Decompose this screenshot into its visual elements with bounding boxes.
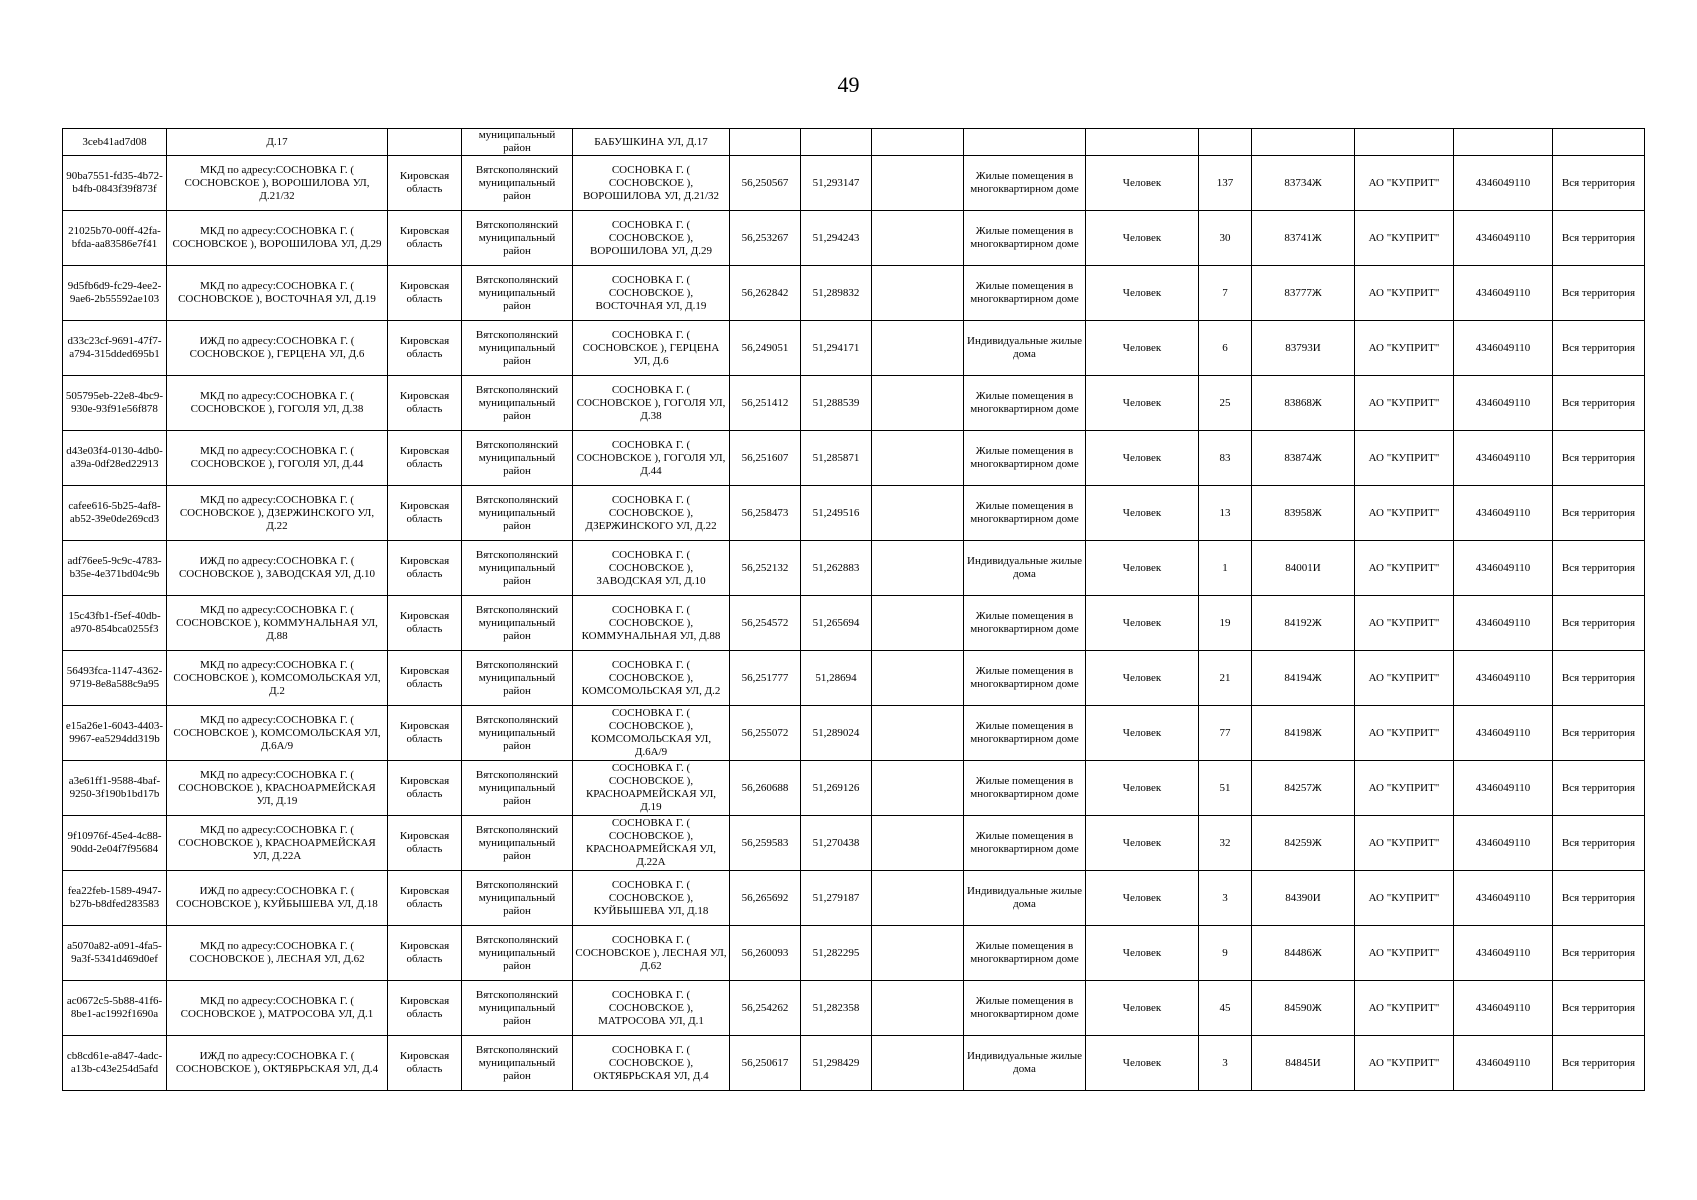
cell-region: Кировская область: [388, 156, 462, 211]
cell-name: МКД по адресу:СОСНОВКА Г. ( СОСНОВСКОЕ ), ДЗЕРЖИНСКОГО УЛ, Д.22: [167, 486, 388, 541]
cell-type: Жилые помещения в многоквартирном доме: [964, 981, 1086, 1036]
cell-territory: Вся территория: [1553, 651, 1645, 706]
cell-address: СОСНОВКА Г. ( СОСНОВСКОЕ ), МАТРОСОВА УЛ, Д.1: [573, 981, 730, 1036]
cell-id: ac0672c5-5b88-41f6-8be1-ac1992f1690a: [63, 981, 167, 1036]
cell-region: Кировская область: [388, 266, 462, 321]
cell-empty: [872, 321, 964, 376]
cell-district: Вятскополянский муниципальный район: [462, 321, 573, 376]
cell-unit: Человек: [1086, 431, 1199, 486]
cell-org: АО "КУПРИТ": [1355, 1036, 1454, 1091]
cell-org: АО "КУПРИТ": [1355, 706, 1454, 761]
cell-district: Вятскополянский муниципальный район: [462, 541, 573, 596]
cell-code: 83793И: [1252, 321, 1355, 376]
cell-empty: [872, 761, 964, 816]
cell-id: e15a26e1-6043-4403-9967-ea5294dd319b: [63, 706, 167, 761]
cell-territory: Вся территория: [1553, 376, 1645, 431]
cell-lat: 56,260093: [730, 926, 801, 981]
cell-region: Кировская область: [388, 926, 462, 981]
cell-lon: 51,262883: [801, 541, 872, 596]
cell-lon: 51,293147: [801, 156, 872, 211]
cell-org: АО "КУПРИТ": [1355, 156, 1454, 211]
cell-code: 83874Ж: [1252, 431, 1355, 486]
cell-org: АО "КУПРИТ": [1355, 376, 1454, 431]
cell-inn: 4346049110: [1454, 596, 1553, 651]
cell-region: Кировская область: [388, 651, 462, 706]
table-row: [63, 926, 1645, 981]
cell-lon: 51,269126: [801, 761, 872, 816]
table-row: [63, 211, 1645, 266]
cell-code: 83734Ж: [1252, 156, 1355, 211]
cell-count: 77: [1199, 706, 1252, 761]
cell-district: Вятскополянский муниципальный район: [462, 211, 573, 266]
table-row: [63, 321, 1645, 376]
cell-region: Кировская область: [388, 761, 462, 816]
cell-district: Вятскополянский муниципальный район: [462, 926, 573, 981]
cell-inn: 4346049110: [1454, 816, 1553, 871]
cell-territory: Вся территория: [1553, 761, 1645, 816]
cell-address: СОСНОВКА Г. ( СОСНОВСКОЕ ), КУЙБЫШЕВА УЛ, Д.18: [573, 871, 730, 926]
cell-region: Кировская область: [388, 541, 462, 596]
cell-region: [388, 129, 462, 156]
cell-inn: 4346049110: [1454, 321, 1553, 376]
cell-region: Кировская область: [388, 486, 462, 541]
cell-lat: 56,262842: [730, 266, 801, 321]
cell-inn: 4346049110: [1454, 486, 1553, 541]
cell-lat: 56,250617: [730, 1036, 801, 1091]
cell-name: МКД по адресу:СОСНОВКА Г. ( СОСНОВСКОЕ ), КОММУНАЛЬНАЯ УЛ, Д.88: [167, 596, 388, 651]
cell-type: Жилые помещения в многоквартирном доме: [964, 486, 1086, 541]
cell-type: Жилые помещения в многоквартирном доме: [964, 816, 1086, 871]
cell-territory: Вся территория: [1553, 321, 1645, 376]
cell-id: 9f10976f-45e4-4c88-90dd-2e04f7f95684: [63, 816, 167, 871]
cell-unit: Человек: [1086, 981, 1199, 1036]
cell-count: 30: [1199, 211, 1252, 266]
cell-lat: 56,250567: [730, 156, 801, 211]
table-row: [63, 376, 1645, 431]
cell-name: МКД по адресу:СОСНОВКА Г. ( СОСНОВСКОЕ ), КРАСНОАРМЕЙСКАЯ УЛ, Д.22А: [167, 816, 388, 871]
cell-id: d43e03f4-0130-4db0-a39a-0df28ed22913: [63, 431, 167, 486]
cell-inn: 4346049110: [1454, 761, 1553, 816]
cell-lat: 56,253267: [730, 211, 801, 266]
cell-lon: 51,270438: [801, 816, 872, 871]
cell-count: 9: [1199, 926, 1252, 981]
cell-address: СОСНОВКА Г. ( СОСНОВСКОЕ ), ВОРОШИЛОВА УЛ, Д.29: [573, 211, 730, 266]
cell-unit: Человек: [1086, 211, 1199, 266]
cell-id: 15c43fb1-f5ef-40db-a970-854bca0255f3: [63, 596, 167, 651]
cell-territory: Вся территория: [1553, 981, 1645, 1036]
cell-id: 505795eb-22e8-4bc9-930e-93f91e56f878: [63, 376, 167, 431]
cell-address: СОСНОВКА Г. ( СОСНОВСКОЕ ), КРАСНОАРМЕЙСКАЯ УЛ, Д.22А: [573, 816, 730, 871]
cell-type: Жилые помещения в многоквартирном доме: [964, 376, 1086, 431]
cell-lon: 51,294243: [801, 211, 872, 266]
cell-org: АО "КУПРИТ": [1355, 596, 1454, 651]
cell-address: СОСНОВКА Г. ( СОСНОВСКОЕ ), КОМСОМОЛЬСКАЯ УЛ, Д.2: [573, 651, 730, 706]
cell-district: Вятскополянский муниципальный район: [462, 376, 573, 431]
cell-code: 84259Ж: [1252, 816, 1355, 871]
cell-unit: Человек: [1086, 486, 1199, 541]
cell-code: 84198Ж: [1252, 706, 1355, 761]
cell-district: Вятскополянский муниципальный район: [462, 431, 573, 486]
cell-lon: 51,285871: [801, 431, 872, 486]
cell-type: Индивидуальные жилые дома: [964, 541, 1086, 596]
cell-district: Вятскополянский муниципальный район: [462, 816, 573, 871]
cell-name: МКД по адресу:СОСНОВКА Г. ( СОСНОВСКОЕ ), ГОГОЛЯ УЛ, Д.44: [167, 431, 388, 486]
cell-type: Индивидуальные жилые дома: [964, 1036, 1086, 1091]
cell-territory: [1553, 129, 1645, 156]
cell-unit: Человек: [1086, 651, 1199, 706]
cell-region: Кировская область: [388, 596, 462, 651]
cell-address: СОСНОВКА Г. ( СОСНОВСКОЕ ), ГОГОЛЯ УЛ, Д.44: [573, 431, 730, 486]
cell-empty: [872, 156, 964, 211]
table-row-continued: [63, 129, 1645, 156]
cell-code: 83958Ж: [1252, 486, 1355, 541]
cell-empty: [872, 541, 964, 596]
cell-code: 84390И: [1252, 871, 1355, 926]
cell-id: 21025b70-00ff-42fa-bfda-aa83586e7f41: [63, 211, 167, 266]
cell-type: Жилые помещения в многоквартирном доме: [964, 761, 1086, 816]
cell-lat: 56,260688: [730, 761, 801, 816]
table-row: [63, 651, 1645, 706]
cell-name: ИЖД по адресу:СОСНОВКА Г. ( СОСНОВСКОЕ ), ГЕРЦЕНА УЛ, Д.6: [167, 321, 388, 376]
cell-name: МКД по адресу:СОСНОВКА Г. ( СОСНОВСКОЕ ), ЛЕСНАЯ УЛ, Д.62: [167, 926, 388, 981]
cell-unit: Человек: [1086, 156, 1199, 211]
cell-org: АО "КУПРИТ": [1355, 761, 1454, 816]
cell-inn: 4346049110: [1454, 376, 1553, 431]
cell-code: 84257Ж: [1252, 761, 1355, 816]
cell-inn: 4346049110: [1454, 431, 1553, 486]
cell-name: МКД по адресу:СОСНОВКА Г. ( СОСНОВСКОЕ ), КРАСНОАРМЕЙСКАЯ УЛ, Д.19: [167, 761, 388, 816]
cell-unit: [1086, 129, 1199, 156]
cell-territory: Вся территория: [1553, 541, 1645, 596]
cell-inn: 4346049110: [1454, 211, 1553, 266]
cell-territory: Вся территория: [1553, 1036, 1645, 1091]
cell-address: СОСНОВКА Г. ( СОСНОВСКОЕ ), ГЕРЦЕНА УЛ, Д.6: [573, 321, 730, 376]
cell-id: fea22feb-1589-4947-b27b-b8dfed283583: [63, 871, 167, 926]
cell-count: 7: [1199, 266, 1252, 321]
cell-name: МКД по адресу:СОСНОВКА Г. ( СОСНОВСКОЕ ), ГОГОЛЯ УЛ, Д.38: [167, 376, 388, 431]
cell-org: АО "КУПРИТ": [1355, 486, 1454, 541]
cell-empty: [872, 129, 964, 156]
cell-id: cafee616-5b25-4af8-ab52-39e0de269cd3: [63, 486, 167, 541]
cell-type: Жилые помещения в многоквартирном доме: [964, 156, 1086, 211]
cell-id: adf76ee5-9c9c-4783-b35e-4e371bd04c9b: [63, 541, 167, 596]
table-row: [63, 431, 1645, 486]
cell-type: Жилые помещения в многоквартирном доме: [964, 706, 1086, 761]
cell-name: ИЖД по адресу:СОСНОВКА Г. ( СОСНОВСКОЕ ), КУЙБЫШЕВА УЛ, Д.18: [167, 871, 388, 926]
table-body: [63, 129, 1645, 1091]
cell-inn: 4346049110: [1454, 1036, 1553, 1091]
cell-region: Кировская область: [388, 816, 462, 871]
cell-code: [1252, 129, 1355, 156]
cell-name: МКД по адресу:СОСНОВКА Г. ( СОСНОВСКОЕ ), КОМСОМОЛЬСКАЯ УЛ, Д.6А/9: [167, 706, 388, 761]
cell-region: Кировская область: [388, 211, 462, 266]
cell-inn: 4346049110: [1454, 706, 1553, 761]
cell-lon: 51,289024: [801, 706, 872, 761]
cell-address: СОСНОВКА Г. ( СОСНОВСКОЕ ), ВОСТОЧНАЯ УЛ, Д.19: [573, 266, 730, 321]
cell-empty: [872, 266, 964, 321]
cell-count: 6: [1199, 321, 1252, 376]
cell-territory: Вся территория: [1553, 706, 1645, 761]
cell-count: 19: [1199, 596, 1252, 651]
cell-address: СОСНОВКА Г. ( СОСНОВСКОЕ ), КОМСОМОЛЬСКАЯ УЛ, Д.6А/9: [573, 706, 730, 761]
cell-lon: 51,282295: [801, 926, 872, 981]
cell-lon: 51,249516: [801, 486, 872, 541]
cell-empty: [872, 486, 964, 541]
table-row: [63, 596, 1645, 651]
cell-id: 56493fca-1147-4362-9719-8e8a588c9a95: [63, 651, 167, 706]
cell-id: 3ceb41ad7d08: [63, 129, 167, 156]
table-row: [63, 981, 1645, 1036]
cell-lat: 56,255072: [730, 706, 801, 761]
cell-name: МКД по адресу:СОСНОВКА Г. ( СОСНОВСКОЕ ), ВОСТОЧНАЯ УЛ, Д.19: [167, 266, 388, 321]
cell-code: 83777Ж: [1252, 266, 1355, 321]
cell-unit: Человек: [1086, 596, 1199, 651]
cell-lat: 56,254262: [730, 981, 801, 1036]
cell-lat: 56,252132: [730, 541, 801, 596]
cell-org: АО "КУПРИТ": [1355, 816, 1454, 871]
cell-org: АО "КУПРИТ": [1355, 871, 1454, 926]
cell-code: 84486Ж: [1252, 926, 1355, 981]
cell-count: 51: [1199, 761, 1252, 816]
cell-org: АО "КУПРИТ": [1355, 431, 1454, 486]
cell-inn: 4346049110: [1454, 926, 1553, 981]
cell-unit: Человек: [1086, 321, 1199, 376]
cell-region: Кировская область: [388, 981, 462, 1036]
cell-region: Кировская область: [388, 321, 462, 376]
cell-unit: Человек: [1086, 926, 1199, 981]
cell-org: АО "КУПРИТ": [1355, 321, 1454, 376]
cell-district: Вятскополянский муниципальный район: [462, 761, 573, 816]
cell-lon: 51,265694: [801, 596, 872, 651]
cell-lat: 56,251607: [730, 431, 801, 486]
cell-count: 13: [1199, 486, 1252, 541]
table-row: [63, 816, 1645, 871]
cell-count: 45: [1199, 981, 1252, 1036]
cell-territory: Вся территория: [1553, 156, 1645, 211]
cell-count: 83: [1199, 431, 1252, 486]
cell-code: 84192Ж: [1252, 596, 1355, 651]
cell-count: 25: [1199, 376, 1252, 431]
cell-org: АО "КУПРИТ": [1355, 211, 1454, 266]
cell-code: 84001И: [1252, 541, 1355, 596]
cell-org: АО "КУПРИТ": [1355, 981, 1454, 1036]
cell-address: СОСНОВКА Г. ( СОСНОВСКОЕ ), ЗАВОДСКАЯ УЛ, Д.10: [573, 541, 730, 596]
cell-unit: Человек: [1086, 706, 1199, 761]
cell-unit: Человек: [1086, 541, 1199, 596]
cell-empty: [872, 376, 964, 431]
cell-territory: Вся территория: [1553, 486, 1645, 541]
cell-count: 3: [1199, 1036, 1252, 1091]
cell-count: 1: [1199, 541, 1252, 596]
cell-code: 84194Ж: [1252, 651, 1355, 706]
cell-inn: 4346049110: [1454, 871, 1553, 926]
cell-lon: 51,294171: [801, 321, 872, 376]
cell-district: Вятскополянский муниципальный район: [462, 871, 573, 926]
cell-type: Индивидуальные жилые дома: [964, 321, 1086, 376]
cell-region: Кировская область: [388, 1036, 462, 1091]
cell-type: Жилые помещения в многоквартирном доме: [964, 211, 1086, 266]
cell-lon: 51,282358: [801, 981, 872, 1036]
cell-district: Вятскополянский муниципальный район: [462, 1036, 573, 1091]
cell-territory: Вся территория: [1553, 816, 1645, 871]
cell-count: 137: [1199, 156, 1252, 211]
cell-address: СОСНОВКА Г. ( СОСНОВСКОЕ ), ГОГОЛЯ УЛ, Д.38: [573, 376, 730, 431]
cell-id: cb8cd61e-a847-4adc-a13b-c43e254d5afd: [63, 1036, 167, 1091]
cell-id: a3e61ff1-9588-4baf-9250-3f190b1bd17b: [63, 761, 167, 816]
table-row: [63, 871, 1645, 926]
cell-territory: Вся территория: [1553, 926, 1645, 981]
cell-name: МКД по адресу:СОСНОВКА Г. ( СОСНОВСКОЕ ), МАТРОСОВА УЛ, Д.1: [167, 981, 388, 1036]
cell-type: [964, 129, 1086, 156]
cell-territory: Вся территория: [1553, 431, 1645, 486]
cell-unit: Человек: [1086, 816, 1199, 871]
cell-code: 83741Ж: [1252, 211, 1355, 266]
cell-lon: 51,298429: [801, 1036, 872, 1091]
cell-count: 21: [1199, 651, 1252, 706]
cell-empty: [872, 431, 964, 486]
cell-id: 9d5fb6d9-fc29-4ee2-9ae6-2b55592ae103: [63, 266, 167, 321]
cell-code: 83868Ж: [1252, 376, 1355, 431]
cell-territory: Вся территория: [1553, 211, 1645, 266]
cell-lat: 56,259583: [730, 816, 801, 871]
cell-address: СОСНОВКА Г. ( СОСНОВСКОЕ ), КРАСНОАРМЕЙСКАЯ УЛ, Д.19: [573, 761, 730, 816]
cell-unit: Человек: [1086, 376, 1199, 431]
cell-district: Вятскополянский муниципальный район: [462, 706, 573, 761]
cell-inn: 4346049110: [1454, 541, 1553, 596]
cell-region: Кировская область: [388, 431, 462, 486]
cell-district: Вятскополянский муниципальный район: [462, 596, 573, 651]
cell-lat: [730, 129, 801, 156]
cell-inn: 4346049110: [1454, 156, 1553, 211]
cell-lat: 56,251412: [730, 376, 801, 431]
cell-org: АО "КУПРИТ": [1355, 541, 1454, 596]
cell-empty: [872, 706, 964, 761]
cell-unit: Человек: [1086, 761, 1199, 816]
table-row: [63, 541, 1645, 596]
cell-org: АО "КУПРИТ": [1355, 266, 1454, 321]
cell-empty: [872, 981, 964, 1036]
cell-region: Кировская область: [388, 706, 462, 761]
cell-territory: Вся территория: [1553, 596, 1645, 651]
cell-count: 3: [1199, 871, 1252, 926]
cell-name: Д.17: [167, 129, 388, 156]
cell-type: Жилые помещения в многоквартирном доме: [964, 596, 1086, 651]
cell-region: Кировская область: [388, 871, 462, 926]
cell-empty: [872, 596, 964, 651]
cell-lat: 56,254572: [730, 596, 801, 651]
cell-id: 90ba7551-fd35-4b72-b4fb-0843f39f873f: [63, 156, 167, 211]
cell-code: 84845И: [1252, 1036, 1355, 1091]
cell-count: [1199, 129, 1252, 156]
table-row: [63, 266, 1645, 321]
cell-name: ИЖД по адресу:СОСНОВКА Г. ( СОСНОВСКОЕ ), ЗАВОДСКАЯ УЛ, Д.10: [167, 541, 388, 596]
cell-empty: [872, 1036, 964, 1091]
cell-region: Кировская область: [388, 376, 462, 431]
cell-inn: [1454, 129, 1553, 156]
cell-district: Вятскополянский муниципальный район: [462, 651, 573, 706]
cell-name: МКД по адресу:СОСНОВКА Г. ( СОСНОВСКОЕ ), ВОРОШИЛОВА УЛ, Д.29: [167, 211, 388, 266]
cell-lon: 51,288539: [801, 376, 872, 431]
cell-id: a5070a82-a091-4fa5-9a3f-5341d469d0ef: [63, 926, 167, 981]
cell-address: СОСНОВКА Г. ( СОСНОВСКОЕ ), ВОРОШИЛОВА УЛ, Д.21/32: [573, 156, 730, 211]
cell-address: СОСНОВКА Г. ( СОСНОВСКОЕ ), КОММУНАЛЬНАЯ УЛ, Д.88: [573, 596, 730, 651]
page-number: 49: [837, 72, 860, 97]
cell-address: СОСНОВКА Г. ( СОСНОВСКОЕ ), ЛЕСНАЯ УЛ, Д.62: [573, 926, 730, 981]
cell-id: d33c23cf-9691-47f7-a794-315dded695b1: [63, 321, 167, 376]
cell-address: СОСНОВКА Г. ( СОСНОВСКОЕ ), ДЗЕРЖИНСКОГО УЛ, Д.22: [573, 486, 730, 541]
cell-district: Вятскополянский муниципальный район: [462, 981, 573, 1036]
cell-org: АО "КУПРИТ": [1355, 651, 1454, 706]
cell-empty: [872, 816, 964, 871]
table-row: [63, 486, 1645, 541]
cell-unit: Человек: [1086, 1036, 1199, 1091]
cell-lon: [801, 129, 872, 156]
cell-district: муниципальный район: [462, 129, 573, 156]
cell-lat: 56,249051: [730, 321, 801, 376]
cell-name: ИЖД по адресу:СОСНОВКА Г. ( СОСНОВСКОЕ ), ОКТЯБРЬСКАЯ УЛ, Д.4: [167, 1036, 388, 1091]
cell-type: Жилые помещения в многоквартирном доме: [964, 266, 1086, 321]
cell-code: 84590Ж: [1252, 981, 1355, 1036]
cell-territory: Вся территория: [1553, 266, 1645, 321]
cell-unit: Человек: [1086, 871, 1199, 926]
cell-empty: [872, 211, 964, 266]
cell-lon: 51,28694: [801, 651, 872, 706]
table-row: [63, 1036, 1645, 1091]
cell-type: Жилые помещения в многоквартирном доме: [964, 651, 1086, 706]
table-row: [63, 761, 1645, 816]
data-table: [62, 128, 1645, 1091]
cell-district: Вятскополянский муниципальный район: [462, 266, 573, 321]
cell-lat: 56,258473: [730, 486, 801, 541]
table-row: [63, 156, 1645, 211]
cell-lon: 51,279187: [801, 871, 872, 926]
cell-name: МКД по адресу:СОСНОВКА Г. ( СОСНОВСКОЕ ), ВОРОШИЛОВА УЛ, Д.21/32: [167, 156, 388, 211]
cell-district: Вятскополянский муниципальный район: [462, 156, 573, 211]
cell-inn: 4346049110: [1454, 981, 1553, 1036]
cell-district: Вятскополянский муниципальный район: [462, 486, 573, 541]
cell-lat: 56,251777: [730, 651, 801, 706]
cell-empty: [872, 871, 964, 926]
cell-lon: 51,289832: [801, 266, 872, 321]
cell-type: Индивидуальные жилые дома: [964, 871, 1086, 926]
cell-address: БАБУШКИНА УЛ, Д.17: [573, 129, 730, 156]
table-row: [63, 706, 1645, 761]
cell-empty: [872, 651, 964, 706]
cell-inn: 4346049110: [1454, 651, 1553, 706]
cell-territory: Вся территория: [1553, 871, 1645, 926]
cell-type: Жилые помещения в многоквартирном доме: [964, 926, 1086, 981]
cell-org: АО "КУПРИТ": [1355, 926, 1454, 981]
cell-address: СОСНОВКА Г. ( СОСНОВСКОЕ ), ОКТЯБРЬСКАЯ УЛ, Д.4: [573, 1036, 730, 1091]
cell-count: 32: [1199, 816, 1252, 871]
cell-org: [1355, 129, 1454, 156]
cell-empty: [872, 926, 964, 981]
cell-name: МКД по адресу:СОСНОВКА Г. ( СОСНОВСКОЕ ), КОМСОМОЛЬСКАЯ УЛ, Д.2: [167, 651, 388, 706]
cell-lat: 56,265692: [730, 871, 801, 926]
cell-inn: 4346049110: [1454, 266, 1553, 321]
cell-type: Жилые помещения в многоквартирном доме: [964, 431, 1086, 486]
cell-unit: Человек: [1086, 266, 1199, 321]
